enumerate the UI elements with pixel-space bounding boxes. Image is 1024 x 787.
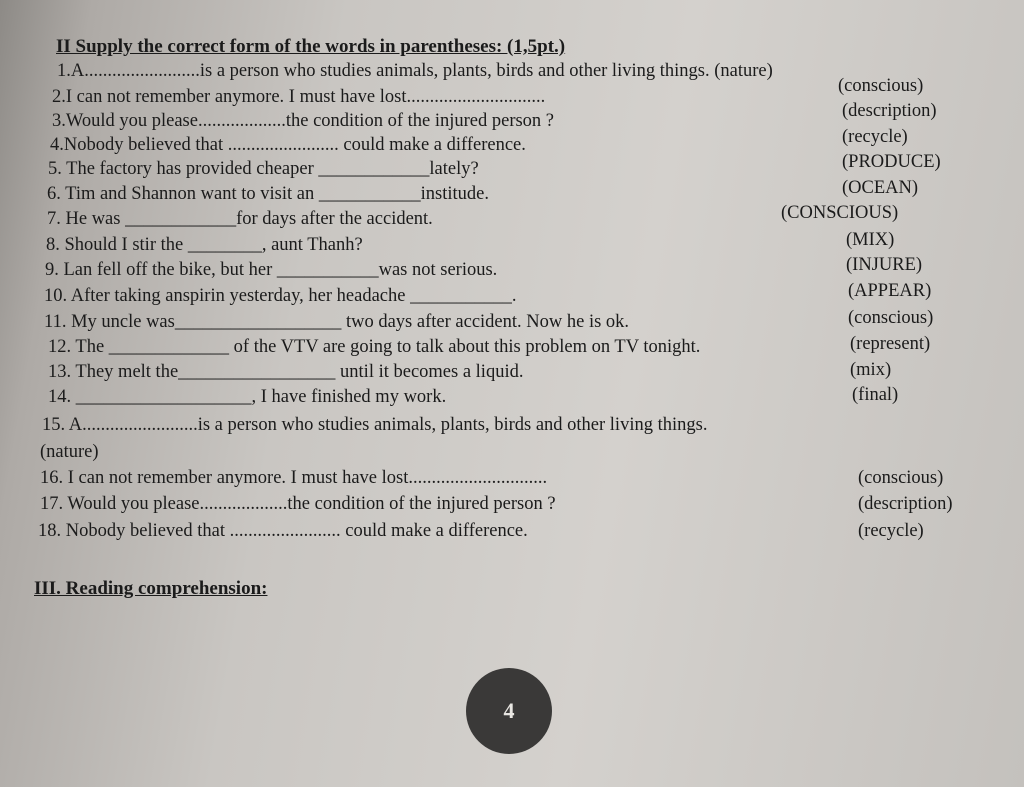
hint-17: (description) <box>858 494 953 514</box>
hint-14: (final) <box>852 385 899 405</box>
page-number: 4 <box>503 698 515 723</box>
exercise-line-2: 2.I can not remember anymore. I must have lost.............................. <box>52 87 546 107</box>
exercise-line-5: 5. The factory has provided cheaper ____________lately? <box>48 159 479 179</box>
hint-18: (recycle) <box>858 521 924 541</box>
exercise-line-3: 3.Would you please...................the condition of the injured person ? <box>52 111 555 131</box>
hint-2: (conscious) <box>838 76 924 96</box>
exercise-line-17: 17. Would you please...................the condition of the injured person ? <box>40 494 556 514</box>
hint-12: (represent) <box>850 334 931 354</box>
hint-11: (conscious) <box>848 308 934 328</box>
section-3-heading: III. Reading comprehension: <box>34 578 268 599</box>
exercise-line-18: 18. Nobody believed that ........................ could make a difference. <box>38 521 528 541</box>
hint-9: (INJURE) <box>846 255 923 275</box>
exercise-line-4: 4.Nobody believed that ........................ could make a difference. <box>50 135 526 155</box>
exercise-line-8: 8. Should I stir the ________, aunt Thanh? <box>46 235 363 255</box>
hint-3: (description) <box>842 101 937 121</box>
exercise-line-15-hint: (nature) <box>40 442 99 462</box>
hint-4: (recycle) <box>842 127 908 147</box>
exercise-line-6: 6. Tim and Shannon want to visit an ___________institude. <box>47 184 489 204</box>
hint-6: (OCEAN) <box>842 178 919 198</box>
exercise-line-9: 9. Lan fell off the bike, but her ___________was not serious. <box>45 260 498 280</box>
exercise-line-12: 12. The _____________ of the VTV are going to talk about this problem on TV tonight. <box>48 337 701 357</box>
hint-7: (CONSCIOUS) <box>781 203 899 223</box>
hint-10: (APPEAR) <box>848 281 932 301</box>
hint-5: (PRODUCE) <box>842 152 941 172</box>
hint-8: (MIX) <box>846 230 895 250</box>
exercise-line-16: 16. I can not remember anymore. I must have lost.............................. <box>40 468 548 488</box>
page-number-badge <box>466 668 552 754</box>
exercise-line-7: 7. He was ____________for days after the accident. <box>47 209 433 229</box>
exercise-line-13: 13. They melt the_________________ until it becomes a liquid. <box>48 362 524 382</box>
exercise-line-15: 15. A.........................is a person who studies animals, plants, birds and other living things. <box>42 415 708 435</box>
hint-13: (mix) <box>850 360 892 380</box>
exercise-line-11: 11. My uncle was__________________ two days after accident. Now he is ok. <box>44 312 630 332</box>
exercise-line-14: 14. ___________________, I have finished my work. <box>48 387 447 407</box>
hint-16: (conscious) <box>858 468 944 488</box>
exercise-line-10: 10. After taking anspirin yesterday, her headache ___________. <box>44 286 517 306</box>
exercise-line-1: 1.A.........................is a person who studies animals, plants, birds and other living things. (nature) <box>57 61 773 81</box>
section-2-heading: II Supply the correct form of the words in parentheses: (1,5pt.) <box>56 36 566 57</box>
